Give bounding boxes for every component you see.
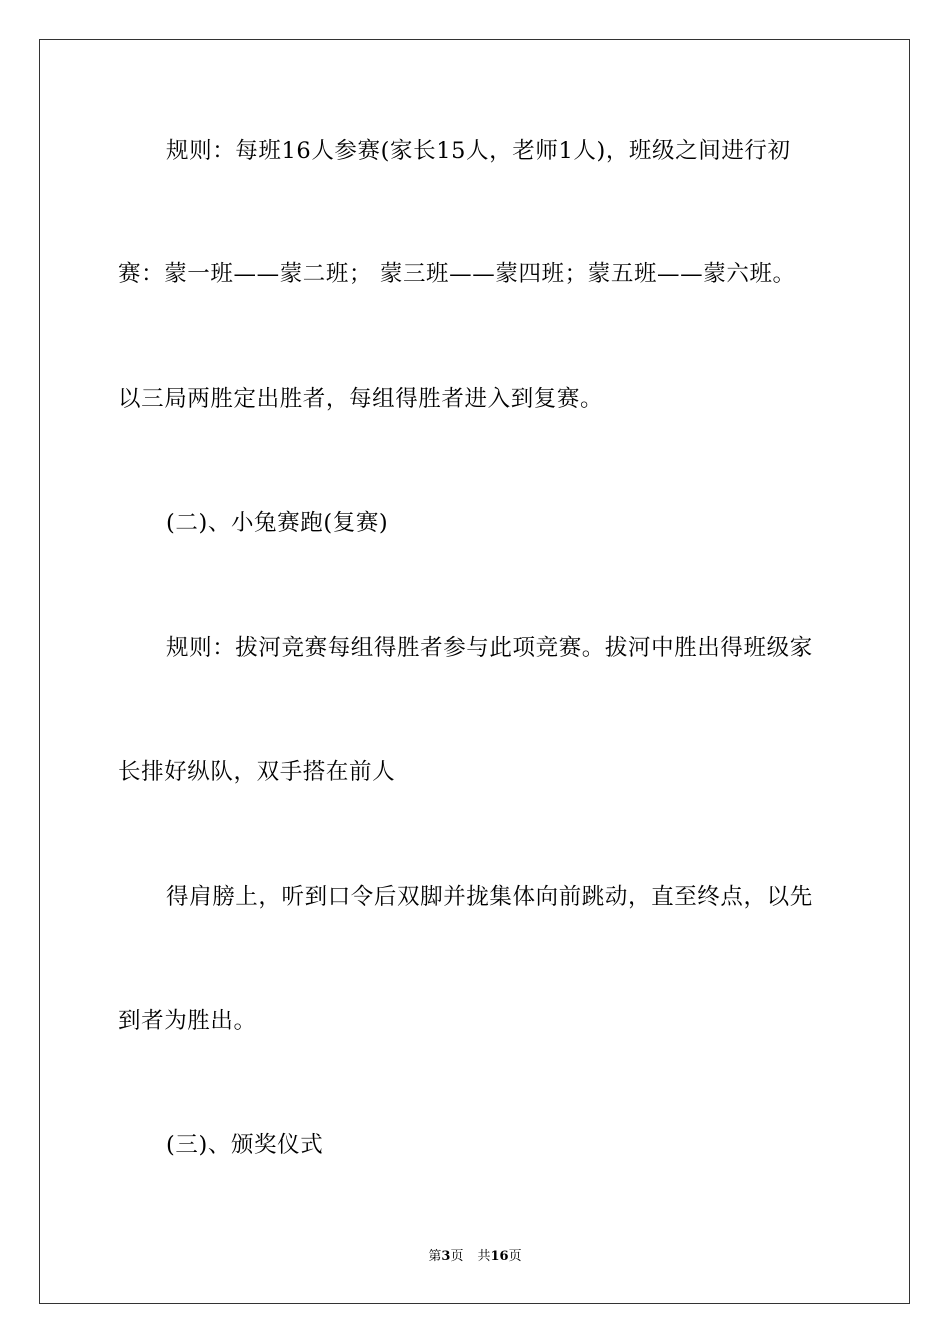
total-suffix: 页 [508, 1249, 522, 1264]
page-number: 3 [441, 1249, 451, 1264]
paragraph-line: 长排好纵队，双手搭在前人 [118, 759, 396, 785]
paragraph-line: 规则：拔河竞赛每组得胜者参与此项竞赛。拔河中胜出得班级家 [166, 635, 813, 661]
page-suffix: 页 [450, 1249, 464, 1264]
paragraph-line: 以三局两胜定出胜者，每组得胜者进入到复赛。 [118, 386, 604, 412]
total-prefix: 共 [477, 1249, 491, 1264]
paragraph-line: 得肩膀上，听到口令后双脚并拢集体向前跳动，直至终点，以先 [166, 884, 813, 910]
paragraph-line: 赛：蒙一班——蒙二班； 蒙三班——蒙四班；蒙五班——蒙六班。 [118, 261, 796, 287]
total-pages: 16 [490, 1249, 509, 1264]
page-footer [0, 1248, 950, 1266]
paragraph-line: 规则：每班16人参赛(家长15人，老师1人)，班级之间进行初 [166, 138, 791, 164]
page-border [39, 39, 910, 1304]
page-prefix: 第 [428, 1249, 442, 1264]
section-heading: (二)、小兔赛跑(复赛) [166, 510, 389, 536]
section-heading: (三)、颁奖仪式 [166, 1132, 324, 1158]
paragraph-line: 到者为胜出。 [118, 1008, 257, 1034]
